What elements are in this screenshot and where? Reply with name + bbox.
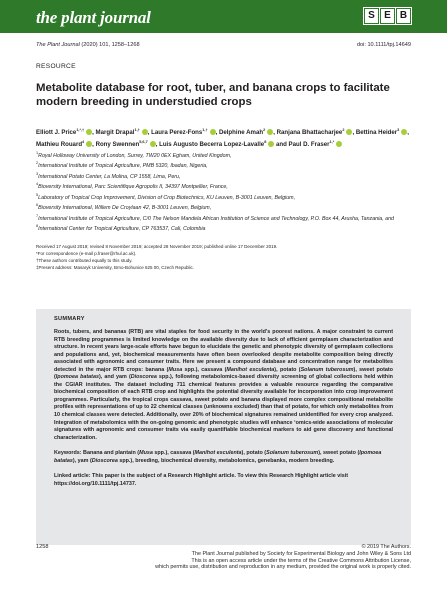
- author: [96, 141, 156, 148]
- affiliation-number: 8: [36, 224, 39, 229]
- affiliation-text: International Institute of Tropical Agriculture, C/0 The Nelson Mandela African Institution of Science and Technology, P.O. Box 44, Arusha, Tanzania, and: [38, 215, 395, 222]
- affiliation-number: 2: [36, 161, 39, 166]
- text-run: Roots, tubers, and bananas (RTB) are vital staples for food security in the world’s poorest nations. A major constraint to current RTB breeding programmes is limited knowledge on the available diversity due to lack of efficient germplasm characterization and structure. In recent years large-scale efforts have begun to elucidate the genetic and phenotypic diversity of germplasm collections and populations and, yet, biochemical measurements have often been overlooked despite metabolite composition being directly associated with agronomic and consumer traits. Here we present a compound database and concentration range for metabolites detected in the major RTB crops: banana (: [54, 329, 393, 373]
- species-name: Manihot esculenta: [194, 450, 242, 457]
- linked-article-label: Linked article:: [54, 473, 91, 480]
- summary-text: [54, 329, 393, 442]
- author: [151, 129, 215, 136]
- author: [289, 141, 343, 148]
- author-affiliation-marker: 1,*: [329, 139, 335, 144]
- affiliation-text: Royal Holloway University of London, Surrey, TW20 0EX Egham, United Kingdom,: [38, 152, 232, 159]
- author-affiliation-marker: 5,6,7: [139, 139, 148, 144]
- journal-name: the plant journal: [36, 8, 151, 27]
- journal-header-bar: [0, 0, 447, 33]
- author-separator: ,: [92, 129, 96, 137]
- text-run: ), sweet potato (: [318, 450, 360, 457]
- summary-heading: SUMMARY: [54, 316, 85, 322]
- species-name: Manihot esculenta: [226, 366, 275, 373]
- author: [276, 128, 356, 137]
- article-doi[interactable]: doi: 10.1111/tpj.14649: [356, 42, 411, 48]
- author-name[interactable]: Rony Swennen: [95, 140, 140, 148]
- affiliation: [36, 181, 421, 191]
- author-separator: ,: [92, 140, 96, 148]
- affiliation-text: International Institute of Tropical Agriculture, PMB 5320, Ibadan, Nigeria,: [38, 163, 208, 170]
- seb-logo-letter-e: E: [380, 8, 395, 24]
- seb-logo: [364, 8, 411, 24]
- species-name: Dioscorea: [91, 457, 118, 464]
- article-note: ‡Present address: Masaryk University, Brno-Bohunice 625 00, Czech Republic.: [36, 265, 194, 270]
- species-name: Ipomoea batatas: [54, 450, 382, 464]
- summary-box: [36, 309, 411, 545]
- journal-citation: [36, 42, 140, 48]
- seb-logo-letter-s: S: [364, 8, 379, 24]
- author: [159, 141, 274, 148]
- species-name: Musa: [139, 450, 153, 457]
- author-separator: ,: [215, 129, 219, 137]
- footer-line: © 2019 The Authors.: [361, 544, 411, 550]
- text-run: ), sweet potato (: [54, 366, 393, 381]
- species-name: Solanum tuberosum: [266, 450, 319, 457]
- author-affiliation-marker: 1,*,†: [76, 128, 85, 132]
- author-separator: ,: [155, 140, 160, 148]
- affiliation: [36, 171, 421, 181]
- affiliation-text: Bioversity International, Parc Scientifique Agropolis II, 34397 Montpellier, France,: [38, 184, 228, 191]
- article-note: *For correspondence (e-mail p.fraser@rhul.ac.uk).: [36, 251, 137, 256]
- affiliation-text: International Potato Center, La Molina, CP 1558, Lima, Peru,: [38, 173, 181, 180]
- text-run: ), and yam (: [98, 374, 131, 381]
- author-affiliation-marker: 2: [263, 128, 266, 132]
- species-name: Ipomoea batatas: [55, 374, 99, 381]
- affiliation: [36, 202, 421, 212]
- author: [219, 129, 273, 136]
- author-name[interactable]: Bettina Heider: [355, 129, 398, 137]
- author-name[interactable]: Luis Augusto Becerra Lopez-Lavalle: [159, 140, 265, 148]
- linked-article: [54, 473, 393, 488]
- author-affiliation-marker: 1,†: [202, 128, 208, 132]
- species-name: Solanum tuberosum: [300, 366, 354, 373]
- text-run: Banana and plantain (: [81, 450, 140, 457]
- author-name[interactable]: Elliott J. Price: [36, 129, 77, 137]
- affiliation-number: 7: [36, 213, 39, 218]
- copyright-footer: [81, 544, 411, 571]
- species-name: Musa: [168, 366, 183, 373]
- affiliation-text: Laboratory of Tropical Crop Improvement, Division of Crop Biotechnics, KU Leuven, B-3001 Leuven, Belgium,: [38, 194, 296, 201]
- text-run: spp.), cassava (: [152, 450, 195, 457]
- orcid-icon[interactable]: [336, 141, 342, 147]
- text-run: ), potato (: [241, 450, 267, 457]
- footer-line: which permits use, distribution and reproduction in any medium, provided the original work is properly cited.: [155, 564, 411, 571]
- affiliation: [36, 213, 421, 223]
- keywords-label: Keywords:: [54, 450, 82, 457]
- affiliation: [36, 160, 421, 170]
- affiliation-number: 6: [36, 203, 39, 208]
- seb-logo-letter-b: B: [396, 8, 411, 24]
- author-separator: ,: [407, 129, 409, 137]
- citation-journal: The Plant Journal: [36, 42, 80, 48]
- text-run: ), yam (: [72, 457, 92, 464]
- keywords: [54, 450, 393, 465]
- author-affiliation-marker: 1,†: [134, 128, 140, 132]
- citation-details: (2020) 101, 1258–1268: [79, 42, 140, 48]
- author: [96, 129, 148, 136]
- author-name[interactable]: Margit Drapal: [95, 129, 135, 137]
- text-run: spp.), following metabolomics-based diversity screening of global collections held within the CGIAR institutes. The dataset including 711 chemical features provides a valuable resource regarding the comparative biochemical composition of each RTB crop and highlights the potential diversity available for incorporation into crop improvement programmes. Particularly, the tropical crops cassava, sweet potato and banana displayed more complex compositional metabolite profiles with representations of up to 22 chemical classes (unknowns excluded) than that of potato, for which only metabolites from 10 chemical classes were detected. Additionally, over 20% of biochemical signatures remained unidentified for every crop analyzed. Integration of metabolomics with the on-going genomic and phenotypic studies will enhance ‘omics-wide associations of molecular signatures with agronomic and consumer traits via easily quantifiable biochemical markers to aid gene discovery and functional characterization.: [54, 374, 393, 441]
- article-note: †These authors contributed equally to this study.: [36, 258, 133, 263]
- author-list: [36, 126, 416, 149]
- text-run: spp.), cassava (: [182, 366, 227, 373]
- article-note: Received 17 August 2019; revised 8 November 2019; accepted 28 November 2019; published online 17 December 2019.: [36, 244, 278, 249]
- affiliation-text: International Center for Tropical Agriculture, CP 763537, Cali, Colombia: [38, 226, 206, 233]
- author-affiliation-marker: 4: [82, 139, 85, 144]
- author-affiliation-marker: 2: [342, 128, 345, 132]
- author-separator: ,: [273, 129, 277, 137]
- affiliation-list: [36, 150, 421, 234]
- affiliation: [36, 223, 421, 233]
- species-name: Dioscorea: [130, 374, 157, 381]
- author-name[interactable]: Paul D. Fraser: [288, 140, 330, 148]
- affiliation-number: 3: [36, 171, 39, 176]
- article-notes: [36, 243, 421, 271]
- affiliation-text: Bioversity International, Willem De Croylaan 42, B-3001 Leuven, Belgium,: [38, 205, 212, 212]
- text-run: spp.), breeding, biochemical diversity, metabolomics, genebanks, modern breeding.: [117, 457, 335, 464]
- author-separator: ,: [352, 129, 356, 137]
- page-number: 1258: [36, 544, 49, 550]
- author-separator: ,: [147, 129, 152, 137]
- affiliation-number: 1: [36, 151, 39, 155]
- affiliation-number: 5: [36, 192, 39, 197]
- author: [36, 141, 92, 148]
- author-affiliation-marker: 3: [397, 128, 400, 132]
- affiliation: [36, 192, 421, 202]
- linked-article-text[interactable]: This paper is the subject of a Research Highlight article. To view this Research Highlight article visit https://doi.org/10.1111/tpj.14737.: [54, 473, 349, 487]
- text-run: ), potato (: [274, 366, 301, 373]
- author: [36, 129, 92, 136]
- author-name[interactable]: Ranjana Bhattacharjee: [276, 129, 343, 137]
- affiliation: [36, 150, 421, 160]
- affiliation-number: 4: [36, 182, 39, 187]
- article-title: Metabolite database for root, tuber, and banana crops to facilitate modern breeding in understudied crops: [36, 82, 390, 108]
- author-name[interactable]: Mathieu Rouard: [36, 140, 83, 148]
- author-affiliation-marker: 8: [264, 139, 267, 144]
- footer-line: The Plant Journal published by Society for Experimental Biology and John Wiley & Sons Ltd: [191, 550, 411, 557]
- footer-line: This is an open access article under the terms of the Creative Commons Attribution License,: [191, 557, 411, 564]
- author-name[interactable]: Delphine Amah: [218, 129, 264, 137]
- author-name[interactable]: Laura Perez-Fons: [151, 129, 203, 137]
- section-label: RESOURCE: [36, 63, 76, 70]
- author: [356, 129, 407, 136]
- author-separator: and: [274, 140, 289, 148]
